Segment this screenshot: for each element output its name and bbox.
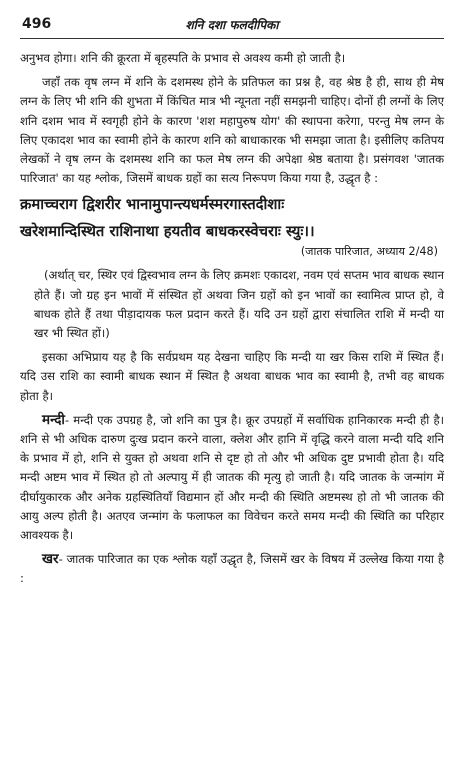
term-mandi: मन्दी bbox=[42, 411, 65, 428]
paragraph-khar bbox=[20, 550, 444, 588]
running-title: शनि दशा फलदीपिका bbox=[185, 18, 279, 32]
verse-source: (जातक पारिजात, अध्याय 2/48) bbox=[300, 245, 438, 259]
paragraph-lagna: जहाँ तक वृष लग्न में शनि के दशमस्थ होने के प्रतिफल का प्रश्न है, वह श्रेष्ठ है ही, साथ ही मेष लग्न के लिए भी शनि की शुभता में किंचित मात्र भी न्यूनता नहीं समझनी चाहिए। दोनों ही लग्नों के लिए शनि दशम भाव में स्वगृही होने के कारण 'शश महापुरुष योग' की स्थापना करेगा, परन्तु मेष लग्न के लिए एकादश भाव का स्वामी होने के कारण शनि को बाधाकारक भी समझा जाता है। इसीलिए कतिपय लेखकों ने वृष लग्न के दशमस्थ शनि का फल मेष लग्न की अपेक्षा श्रेष्ठ बताया है। प्रसंगवश 'जातक पारिजात' का यह श्लोक, जिसमें बाधक ग्रहों का सत्य निरूपण किया गया है, उद्धृत है : bbox=[20, 75, 444, 186]
page-header bbox=[20, 14, 444, 39]
paragraph-continuation: अनुभव होगा। शनि की क्रूरता में बृहस्पति के प्रभाव से अवश्य कमी हो जाती है। bbox=[20, 51, 346, 65]
verse-explanation: (अर्थात् चर, स्थिर एवं द्विस्वभाव लग्न के लिए क्रमशः एकादश, नवम एवं सप्तम भाव बाधक स्थान होते हैं। जो ग्रह इन भावों में संस्थित हों अथवा जिन ग्रहों को इन भावों का स्वामित्व प्राप्त हो, वे बाधक होते हैं तथा पीड़ादायक फल प्रदान करते हैं। यदि उन ग्रहों द्वारा संचालित राशि में मन्दी या खर भी स्थित हों।) bbox=[34, 268, 444, 341]
paragraph-meaning: इसका अभिप्राय यह है कि सर्वप्रथम यह देखना चाहिए कि मन्दी या खर किस राशि में स्थित हैं। यदि उस राशि का स्वामी बाधक स्थान में स्थित है अथवा बाधक भाव का स्वामी है, तभी वह बाधक होता है। bbox=[20, 350, 444, 403]
page-body bbox=[20, 49, 444, 589]
term-khar: खर bbox=[42, 551, 59, 568]
verse-line-2: खरेशमान्दिस्थित राशिनाथा हयतीव बाधकरस्वेचराः स्युः।। bbox=[20, 223, 315, 241]
paragraph-mandi bbox=[20, 411, 444, 545]
khar-description: - जातक पारिजात का एक श्लोक यहाँ उद्धृत है, जिसमें खर के विषय में उल्लेख किया गया है : bbox=[20, 552, 444, 586]
page-number: 496 bbox=[22, 16, 52, 32]
mandi-description: - मन्दी एक उपग्रह है, जो शनि का पुत्र है। क्रूर उपग्रहों में सर्वाधिक हानिकारक मन्दी ही है। शनि से भी अधिक दारुण दुःख प्रदान करने वाला, क्लेश और हानि में वृद्धि करने वाला मन्दी यदि शनि के प्रभाव में हो, शनि से युक्त हो अथवा शनि से दृष्ट हो तो और भी अधिक दुष्ट प्रभावी होता है। यदि मन्दी अष्टम भाव में स्थित हो तो अल्पायु में ही जातक की मृत्यु हो जाती है। यदि जातक के जन्मांग में दीर्घायुकारक और अनेक ग्रहस्थितियाँ विद्यमान हों और मन्दी की स्थिति अष्टमस्थ हो तो भी जातक की आयु अल्प होती है। अतएव जन्मांग के फलाफल का विवेचन करते समय मन्दी की स्थिति का परिहार आवश्यक है। bbox=[20, 412, 444, 543]
verse-line-1: क्रमाच्चराग द्विशरीर भानामुपान्त्यधर्मस्मरगास्तदीशाः bbox=[20, 196, 285, 214]
